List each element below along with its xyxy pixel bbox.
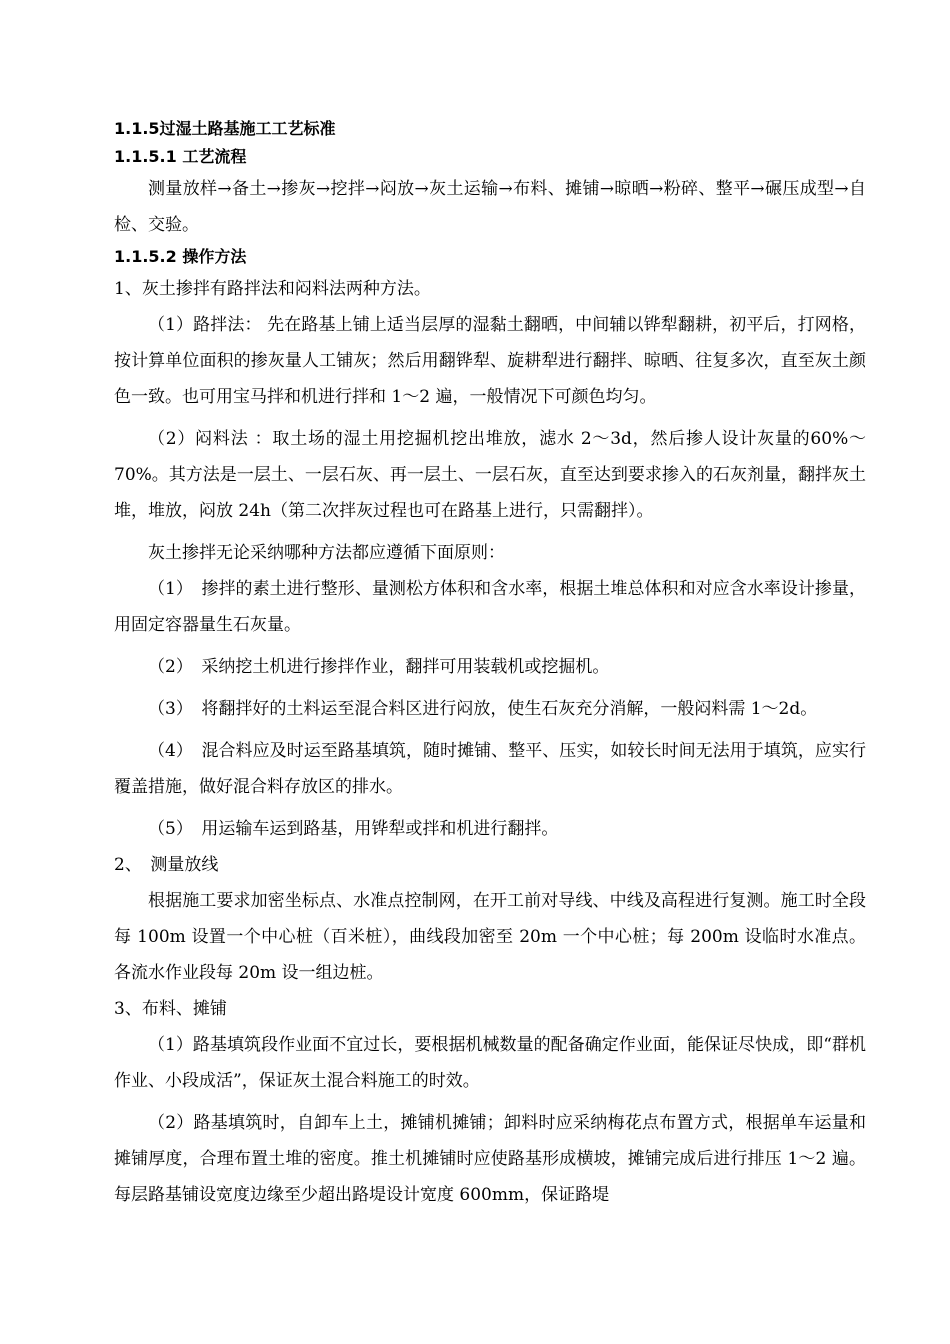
survey-paragraph: 根据施工要求加密坐标点、水准点控制网，在开工前对导线、中线及高程进行复测。施工时全段每 100m 设置一个中心桩（百米桩），曲线段加密至 20m 一个中心桩；每 200m 设临时水准点。各流水作业段每 20m 设一组边桩。: [114, 891, 866, 983]
item-1-heading: 1、灰土掺拌有路拌法和闷料法两种方法。: [114, 279, 431, 299]
section-heading-1-1-5: 1.1.5过湿土路基施工工艺标准: [114, 119, 336, 138]
process-flow-paragraph: 测量放样→备土→掺灰→挖拌→闷放→灰土运输→布料、摊铺→晾晒→粉碎、整平→碾压成型→自检、交验。: [114, 179, 866, 235]
document-body: [114, 115, 866, 1213]
section-heading-1-1-5-2: 1.1.5.2 操作方法: [114, 247, 247, 266]
stuffy-material-method-paragraph: （2）闷料法 ：取土场的湿土用挖掘机挖出堆放，滤水 2～3d，然后掺人设计灰量的60%～70%。其方法是一层土、一层石灰、再一层土、一层石灰，直至达到要求掺入的石灰剂量，翻拌灰土堆，堆放，闷放 24h（第二次拌灰过程也可在路基上进行，只需翻拌）。: [114, 429, 866, 521]
item-3-heading: 3、布料、摊铺: [114, 999, 227, 1019]
principle-5-paragraph: （5） 用运输车运到路基，用铧犁或拌和机进行翻拌。: [148, 819, 559, 839]
principle-3-paragraph: （3） 将翻拌好的土料运至混合料区进行闷放，使生石灰充分消解，一般闷料需 1～2d。: [148, 699, 818, 719]
principle-2-paragraph: （2） 采纳挖土机进行掺拌作业，翻拌可用装载机或挖掘机。: [148, 657, 610, 677]
layout-paragraph-2: （2）路基填筑时，自卸车上土，摊铺机摊铺；卸料时应采纳梅花点布置方式，根据单车运量和摊铺厚度，合理布置土堆的密度。推土机摊铺时应使路基形成横坡，摊铺完成后进行排压 1～2 遍。每层路基铺设宽度边缘至少超出路堤设计宽度 600mm，保证路堤: [114, 1113, 867, 1205]
principle-1-paragraph: （1） 掺拌的素土进行整形、量测松方体积和含水率，根据土堆总体积和对应含水率设计掺量，用固定容器量生石灰量。: [114, 579, 866, 635]
principle-4-paragraph: （4） 混合料应及时运至路基填筑，随时摊铺、整平、压实，如较长时间无法用于填筑，应实行覆盖措施，做好混合料存放区的排水。: [114, 741, 866, 797]
principle-intro-paragraph: 灰土掺拌无论采纳哪种方法都应遵循下面原则：: [148, 543, 505, 563]
layout-paragraph-1: （1）路基填筑段作业面不宜过长，要根据机械数量的配备确定作业面，能保证尽快成，即“群机作业、小段成活”，保证灰土混合料施工的时效。: [114, 1035, 866, 1091]
item-2-heading: 2、 测量放线: [114, 855, 219, 875]
road-mix-method-paragraph: （1）路拌法： 先在路基上铺上适当层厚的湿黏土翻晒，中间辅以铧犁翻耕，初平后，打网格，按计算单位面积的掺灰量人工铺灰；然后用翻铧犁、旋耕犁进行翻拌、晾晒、往复多次，直至灰土颜色一致。也可用宝马拌和机进行拌和 1～2 遍，一般情况下可颜色均匀。: [114, 315, 866, 407]
section-heading-1-1-5-1: 1.1.5.1 工艺流程: [114, 147, 247, 166]
